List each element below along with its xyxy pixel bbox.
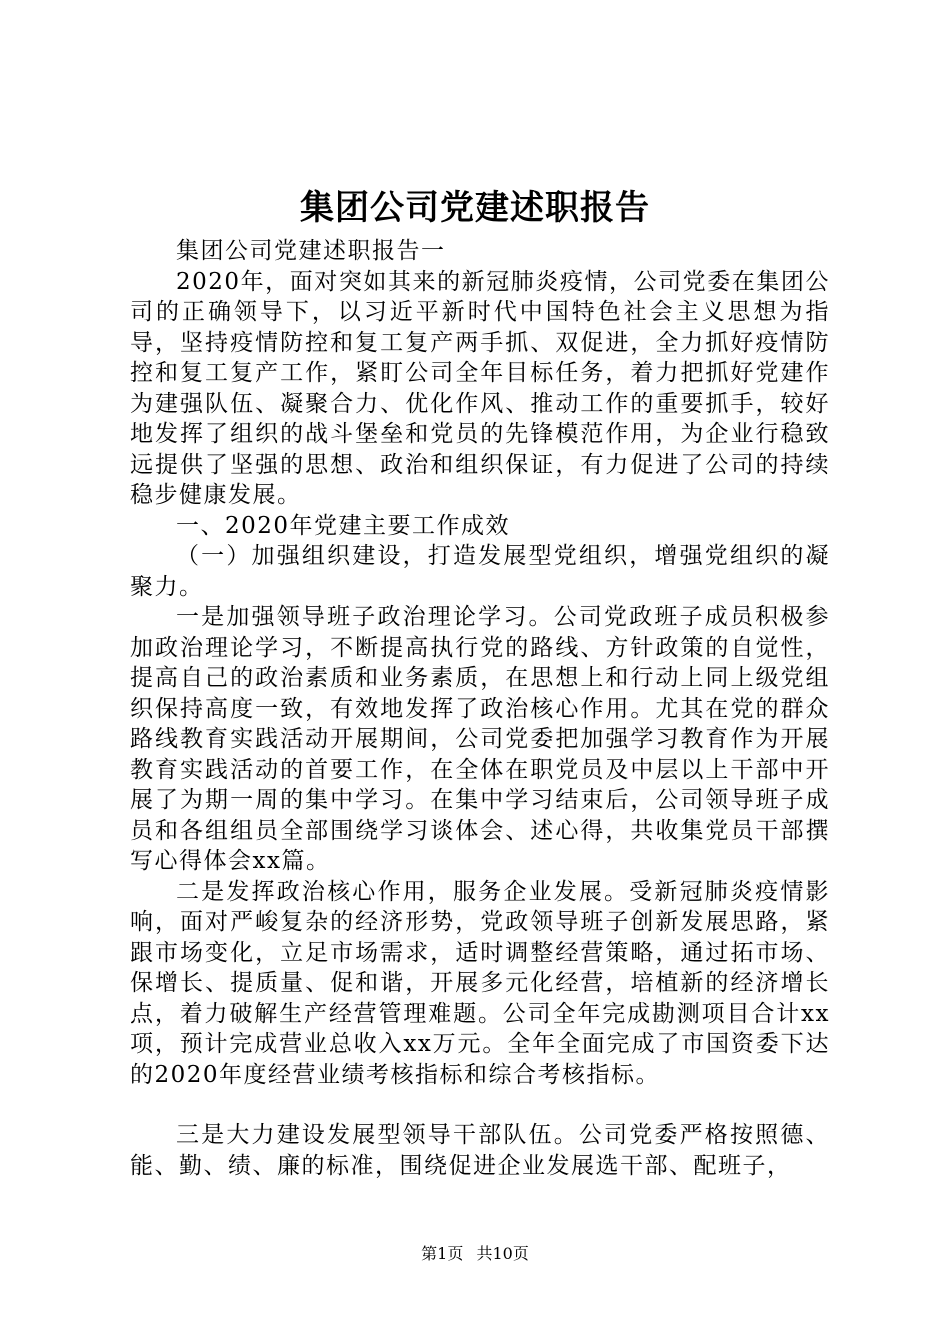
document-title: 集团公司党建述职报告 xyxy=(300,188,650,228)
intro-paragraph: 2020年，面对突如其来的新冠肺炎疫情，公司党委在集团公司的正确领导下，以习近平新时代中国特色社会主义思想为指导，坚持疫情防控和复工复产两手抓、双促进，全力抓好疫情防控和复工复产工作，紧盯公司全年目标任务，着力把抓好党建作为建强队伍、凝聚合力、优化作风、推动工作的重要抓手，较好地发挥了组织的战斗堡垒和党员的先锋模范作用，为企业行稳致远提供了坚强的思想、政治和组织保证，有力促进了公司的持续稳步健康发展。 xyxy=(130,268,830,508)
subsection-heading: （一）加强组织建设，打造发展型党组织，增强党组织的凝聚力。 xyxy=(130,543,830,600)
paragraph-gap xyxy=(130,1090,830,1120)
body-paragraph-2: 二是发挥政治核心作用，服务企业发展。受新冠肺炎疫情影响，面对严峻复杂的经济形势，党政领导班子创新发展思路，紧跟市场变化，立足市场需求，适时调整经营策略，通过拓市场、保增长、提质量、促和谐，开展多元化经营，培植新的经济增长点，着力破解生产经营管理难题。公司全年完成勘测项目合计xx项，预计完成营业总收入xx万元。全年全面完成了市国资委下达的2020年度经营业绩考核指标和综合考核指标。 xyxy=(130,878,830,1088)
document-body xyxy=(130,236,830,1181)
page-total: 共10页 xyxy=(476,1244,529,1263)
report-subtitle: 集团公司党建述职报告一 xyxy=(176,238,446,264)
page-number: 第1页 xyxy=(421,1244,464,1263)
page-footer xyxy=(0,1243,950,1265)
body-paragraph-1: 一是加强领导班子政治理论学习。公司党政班子成员积极参加政治理论学习，不断提高执行党的路线、方针政策的自觉性，提高自己的政治素质和业务素质，在思想上和行动上同上级党组织保持高度一致，有效地发挥了政治核心作用。尤其在党的群众路线教育实践活动开展期间，公司党委把加强学习教育作为开展教育实践活动的首要工作，在全体在职党员及中层以上干部中开展了为期一周的集中学习。在集中学习结束后，公司领导班子成员和各组组员全部围绕学习谈体会、述心得，共收集党员干部撰写心得体会xx篇。 xyxy=(130,604,830,874)
body-paragraph-3: 三是大力建设发展型领导干部队伍。公司党委严格按照德、能、勤、绩、廉的标准，围绕促进企业发展选干部、配班子， xyxy=(130,1122,830,1179)
section-heading: 一、2020年党建主要工作成效 xyxy=(176,512,511,539)
